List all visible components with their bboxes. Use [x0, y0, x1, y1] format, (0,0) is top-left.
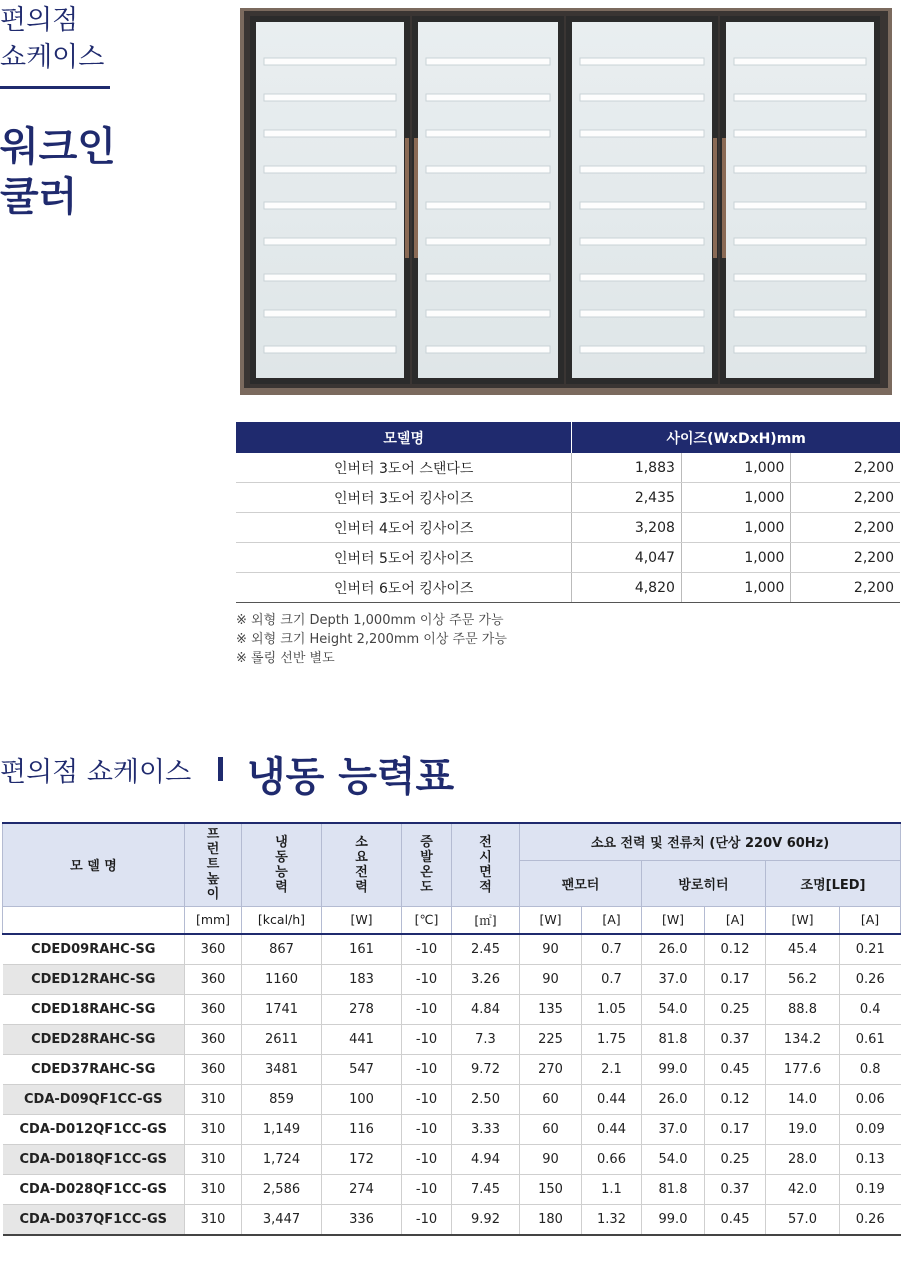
cap-unit-label: [mm] [185, 906, 242, 934]
cap-header-evap-temp [402, 823, 452, 906]
cap-value-cell: 2.1 [582, 1055, 642, 1085]
cap-value-cell: 161 [322, 934, 402, 965]
shelf [734, 274, 866, 281]
walk-in-cooler-photo [240, 8, 892, 395]
cap-value-cell: 0.17 [705, 965, 766, 995]
category-line2: 쇼케이스 [0, 42, 105, 73]
size-model-name: 인버터 3도어 스탠다드 [236, 453, 572, 483]
cap-value-cell: 0.26 [840, 965, 901, 995]
note-line: ※ 외형 크기 Depth 1,000mm 이상 주문 가능 [236, 613, 504, 628]
shelf [426, 346, 550, 353]
shelf [426, 130, 550, 137]
cap-value-cell: 4.94 [452, 1145, 520, 1175]
cap-unit-label: [A] [705, 906, 766, 934]
cap-header-front-height [185, 823, 242, 906]
cap-value-cell: 360 [185, 995, 242, 1025]
cap-table-row [3, 1055, 901, 1085]
size-table-row [236, 543, 900, 573]
size-header-dimensions: 사이즈(WxDxH)mm [572, 422, 900, 453]
cap-value-cell: 42.0 [766, 1175, 840, 1205]
cap-unit-label: [kcal/h] [242, 906, 322, 934]
cap-table-row [3, 995, 901, 1025]
cap-value-cell: 0.44 [582, 1085, 642, 1115]
shelf [580, 310, 704, 317]
cap-value-cell: 7.3 [452, 1025, 520, 1055]
shelf [734, 166, 866, 173]
cap-value-cell: 3.33 [452, 1115, 520, 1145]
cap-value-cell: 7.45 [452, 1175, 520, 1205]
size-table-header [236, 422, 900, 453]
cap-value-cell: 0.45 [705, 1205, 766, 1236]
cap-value-cell: 60 [520, 1085, 582, 1115]
size-w-value: 4,047 [572, 543, 682, 573]
cap-unit-label: [W] [642, 906, 705, 934]
cap-value-cell: 172 [322, 1145, 402, 1175]
cap-value-cell: 0.17 [705, 1115, 766, 1145]
size-h-value: 2,200 [791, 453, 900, 483]
size-d-value: 1,000 [681, 483, 791, 513]
cap-model-name: CDA-D018QF1CC-GS [3, 1145, 185, 1175]
cap-value-cell: 90 [520, 965, 582, 995]
cap-value-cell: 2,586 [242, 1175, 322, 1205]
door-glass [726, 22, 874, 378]
shelf [734, 238, 866, 245]
cap-value-cell: 1.75 [582, 1025, 642, 1055]
cap-header-evap-temp-text: 증발온도 [420, 834, 433, 895]
shelf [580, 274, 704, 281]
cap-value-cell: 310 [185, 1085, 242, 1115]
notes [236, 611, 507, 668]
shelf [426, 166, 550, 173]
cap-value-cell: 100 [322, 1085, 402, 1115]
shelf [580, 58, 704, 65]
cap-value-cell: 56.2 [766, 965, 840, 995]
size-table-row [236, 483, 900, 513]
cap-table-row [3, 1085, 901, 1115]
cap-value-cell: 0.19 [840, 1175, 901, 1205]
cap-value-cell: 99.0 [642, 1205, 705, 1236]
cap-header-lighting: 조명[LED] [766, 860, 901, 906]
shelf [580, 130, 704, 137]
shelf [734, 58, 866, 65]
size-w-value: 1,883 [572, 453, 682, 483]
shelf [734, 130, 866, 137]
size-h-value: 2,200 [791, 573, 900, 603]
cap-value-cell: 0.12 [705, 934, 766, 965]
cap-value-cell: 1.32 [582, 1205, 642, 1236]
cap-unit-label: [W] [520, 906, 582, 934]
cap-value-cell: -10 [402, 1115, 452, 1145]
cap-value-cell: 0.61 [840, 1025, 901, 1055]
cap-value-cell: 2611 [242, 1025, 322, 1055]
size-table-row [236, 453, 900, 483]
shelf [264, 94, 396, 101]
cap-value-cell: 4.84 [452, 995, 520, 1025]
size-w-value: 2,435 [572, 483, 682, 513]
size-model-name: 인버터 5도어 킹사이즈 [236, 543, 572, 573]
cap-table-row [3, 934, 901, 965]
shelf [580, 202, 704, 209]
cap-header-fan-motor: 팬모터 [520, 860, 642, 906]
cap-value-cell: 37.0 [642, 965, 705, 995]
door-glass [418, 22, 558, 378]
cap-model-name: CDA-D028QF1CC-GS [3, 1175, 185, 1205]
shelf [580, 166, 704, 173]
cap-value-cell: 270 [520, 1055, 582, 1085]
shelf [580, 94, 704, 101]
cap-value-cell: 0.25 [705, 1145, 766, 1175]
cap-table-row [3, 1175, 901, 1205]
cap-value-cell: 0.45 [705, 1055, 766, 1085]
cap-unit-label: [㎡] [452, 906, 520, 934]
size-table-row [236, 573, 900, 603]
cap-value-cell: 177.6 [766, 1055, 840, 1085]
cap-header-front-height-text: 프런트높이 [206, 827, 220, 903]
cap-unit-label: [A] [582, 906, 642, 934]
cap-value-cell: 1160 [242, 965, 322, 995]
cap-value-cell: 19.0 [766, 1115, 840, 1145]
cap-value-cell: 45.4 [766, 934, 840, 965]
cap-value-cell: 90 [520, 1145, 582, 1175]
cap-value-cell: 360 [185, 1025, 242, 1055]
cap-unit-label: [W] [322, 906, 402, 934]
size-table-row [236, 513, 900, 543]
cap-value-cell: 0.37 [705, 1175, 766, 1205]
cap-value-cell: 1,724 [242, 1145, 322, 1175]
cap-value-cell: 14.0 [766, 1085, 840, 1115]
cap-value-cell: 1.1 [582, 1175, 642, 1205]
shelf [426, 94, 550, 101]
shelf [264, 130, 396, 137]
cap-value-cell: 1741 [242, 995, 322, 1025]
cap-value-cell: 26.0 [642, 934, 705, 965]
cap-value-cell: 60 [520, 1115, 582, 1145]
cap-header-dew-heater: 방로히터 [642, 860, 766, 906]
category-label [0, 2, 112, 76]
size-model-name: 인버터 6도어 킹사이즈 [236, 573, 572, 603]
product-title [0, 122, 116, 222]
cap-value-cell: 0.06 [840, 1085, 901, 1115]
cap-value-cell: 225 [520, 1025, 582, 1055]
cap-value-cell: 547 [322, 1055, 402, 1085]
cap-model-name: CDED28RAHC-SG [3, 1025, 185, 1055]
cap-value-cell: 28.0 [766, 1145, 840, 1175]
shelf [426, 310, 550, 317]
cap-value-cell: 0.7 [582, 934, 642, 965]
section-title: 냉동 능력표 [247, 754, 455, 800]
cap-value-cell: -10 [402, 1025, 452, 1055]
cap-model-name: CDED12RAHC-SG [3, 965, 185, 995]
cap-value-cell: 116 [322, 1115, 402, 1145]
cap-header-display-area [452, 823, 520, 906]
cap-value-cell: 99.0 [642, 1055, 705, 1085]
cap-header-model: 모 델 명 [3, 823, 185, 906]
cap-value-cell: 180 [520, 1205, 582, 1236]
size-model-name: 인버터 4도어 킹사이즈 [236, 513, 572, 543]
cap-value-cell: 0.25 [705, 995, 766, 1025]
size-d-value: 1,000 [681, 513, 791, 543]
category-underline [0, 86, 110, 89]
cap-unit-label: [W] [766, 906, 840, 934]
cap-model-name: CDA-D09QF1CC-GS [3, 1085, 185, 1115]
cap-header-capacity-text: 냉동능력 [275, 834, 288, 895]
door-handle [414, 138, 418, 258]
cap-value-cell: 26.0 [642, 1085, 705, 1115]
size-h-value: 2,200 [791, 513, 900, 543]
cap-value-cell: 0.44 [582, 1115, 642, 1145]
cap-model-name: CDED18RAHC-SG [3, 995, 185, 1025]
shelf [426, 238, 550, 245]
size-d-value: 1,000 [681, 573, 791, 603]
cap-value-cell: -10 [402, 965, 452, 995]
cap-value-cell: 0.09 [840, 1115, 901, 1145]
shelf [264, 310, 396, 317]
cap-value-cell: 3481 [242, 1055, 322, 1085]
cap-value-cell: 90 [520, 934, 582, 965]
cap-value-cell: -10 [402, 1085, 452, 1115]
cap-value-cell: 3.26 [452, 965, 520, 995]
size-d-value: 1,000 [681, 543, 791, 573]
size-w-value: 3,208 [572, 513, 682, 543]
cap-value-cell: 81.8 [642, 1175, 705, 1205]
cap-model-name: CDA-D037QF1CC-GS [3, 1205, 185, 1236]
cap-value-cell: 336 [322, 1205, 402, 1236]
size-header-model: 모델명 [236, 422, 572, 453]
cap-value-cell: 0.66 [582, 1145, 642, 1175]
cap-value-cell: 2.50 [452, 1085, 520, 1115]
cap-value-cell: 310 [185, 1205, 242, 1236]
cap-table-row [3, 965, 901, 995]
product-title-line1: 워크인 [0, 124, 116, 170]
cap-value-cell: 0.8 [840, 1055, 901, 1085]
cap-value-cell: 0.37 [705, 1025, 766, 1055]
cap-value-cell: 0.7 [582, 965, 642, 995]
cap-value-cell: 88.8 [766, 995, 840, 1025]
cap-value-cell: 54.0 [642, 1145, 705, 1175]
shelf [264, 346, 396, 353]
cap-value-cell: 360 [185, 934, 242, 965]
section-divider [218, 757, 223, 781]
cap-value-cell: 0.13 [840, 1145, 901, 1175]
door-handle [713, 138, 717, 258]
cap-model-name: CDED09RAHC-SG [3, 934, 185, 965]
category-line1: 편의점 [0, 5, 79, 36]
shelf [734, 94, 866, 101]
door-handle [405, 138, 409, 258]
shelf [580, 346, 704, 353]
shelf [264, 58, 396, 65]
cap-header-display-area-text: 전시면적 [479, 834, 492, 895]
cap-value-cell: 57.0 [766, 1205, 840, 1236]
cap-value-cell: 37.0 [642, 1115, 705, 1145]
shelf [426, 58, 550, 65]
shelf [734, 346, 866, 353]
size-h-value: 2,200 [791, 543, 900, 573]
cap-table-row [3, 1145, 901, 1175]
cap-value-cell: 0.26 [840, 1205, 901, 1236]
cap-value-cell: 1,149 [242, 1115, 322, 1145]
section-subtitle: 편의점 쇼케이스 [0, 757, 192, 788]
door-handle [722, 138, 726, 258]
cap-value-cell: 54.0 [642, 995, 705, 1025]
shelf [264, 166, 396, 173]
cap-header-capacity [242, 823, 322, 906]
cap-value-cell: 310 [185, 1115, 242, 1145]
cap-value-cell: 3,447 [242, 1205, 322, 1236]
cap-model-name: CDA-D012QF1CC-GS [3, 1115, 185, 1145]
cap-value-cell: 0.21 [840, 934, 901, 965]
cap-value-cell: 360 [185, 1055, 242, 1085]
cap-value-cell: -10 [402, 1055, 452, 1085]
cap-value-cell: -10 [402, 1175, 452, 1205]
cap-value-cell: 150 [520, 1175, 582, 1205]
size-d-value: 1,000 [681, 453, 791, 483]
cap-unit-label: [℃] [402, 906, 452, 934]
note-line: ※ 외형 크기 Height 2,200mm 이상 주문 가능 [236, 632, 507, 647]
cap-value-cell: -10 [402, 1205, 452, 1236]
product-title-line2: 쿨러 [0, 174, 78, 220]
cap-header-power-text: 소요전력 [355, 834, 368, 895]
cap-value-cell: 867 [242, 934, 322, 965]
cap-value-cell: 274 [322, 1175, 402, 1205]
cap-value-cell: 135 [520, 995, 582, 1025]
shelf [426, 202, 550, 209]
cap-value-cell: -10 [402, 995, 452, 1025]
cap-table-row [3, 1205, 901, 1236]
cap-table-row [3, 1025, 901, 1055]
cap-value-cell: 183 [322, 965, 402, 995]
shelf [426, 274, 550, 281]
cap-value-cell: 859 [242, 1085, 322, 1115]
shelf [264, 238, 396, 245]
cap-unit-label: [A] [840, 906, 901, 934]
door-glass [256, 22, 404, 378]
cap-header-power-group: 소요 전력 및 전류치 (단상 220V 60Hz) [520, 823, 901, 860]
cap-value-cell: 310 [185, 1145, 242, 1175]
cap-value-cell: -10 [402, 934, 452, 965]
cap-value-cell: 9.92 [452, 1205, 520, 1236]
cap-value-cell: 2.45 [452, 934, 520, 965]
cap-value-cell: 441 [322, 1025, 402, 1055]
cap-units-model-spacer [3, 906, 185, 934]
cap-model-name: CDED37RAHC-SG [3, 1055, 185, 1085]
cap-value-cell: 1.05 [582, 995, 642, 1025]
cap-value-cell: 360 [185, 965, 242, 995]
cap-value-cell: 134.2 [766, 1025, 840, 1055]
cap-value-cell: 0.4 [840, 995, 901, 1025]
door-glass [572, 22, 712, 378]
shelf [264, 274, 396, 281]
size-h-value: 2,200 [791, 483, 900, 513]
shelf [734, 310, 866, 317]
shelf [264, 202, 396, 209]
shelf [734, 202, 866, 209]
cap-header-power [322, 823, 402, 906]
cap-value-cell: 81.8 [642, 1025, 705, 1055]
cap-table-row [3, 1115, 901, 1145]
cap-value-cell: 278 [322, 995, 402, 1025]
shelf [580, 238, 704, 245]
size-model-name: 인버터 3도어 킹사이즈 [236, 483, 572, 513]
cap-value-cell: 9.72 [452, 1055, 520, 1085]
freezing-capacity-table [2, 822, 901, 1236]
cap-value-cell: 0.12 [705, 1085, 766, 1115]
cap-value-cell: 310 [185, 1175, 242, 1205]
cap-value-cell: -10 [402, 1145, 452, 1175]
size-table [236, 422, 900, 603]
note-line: ※ 롤링 선반 별도 [236, 651, 335, 666]
size-w-value: 4,820 [572, 573, 682, 603]
